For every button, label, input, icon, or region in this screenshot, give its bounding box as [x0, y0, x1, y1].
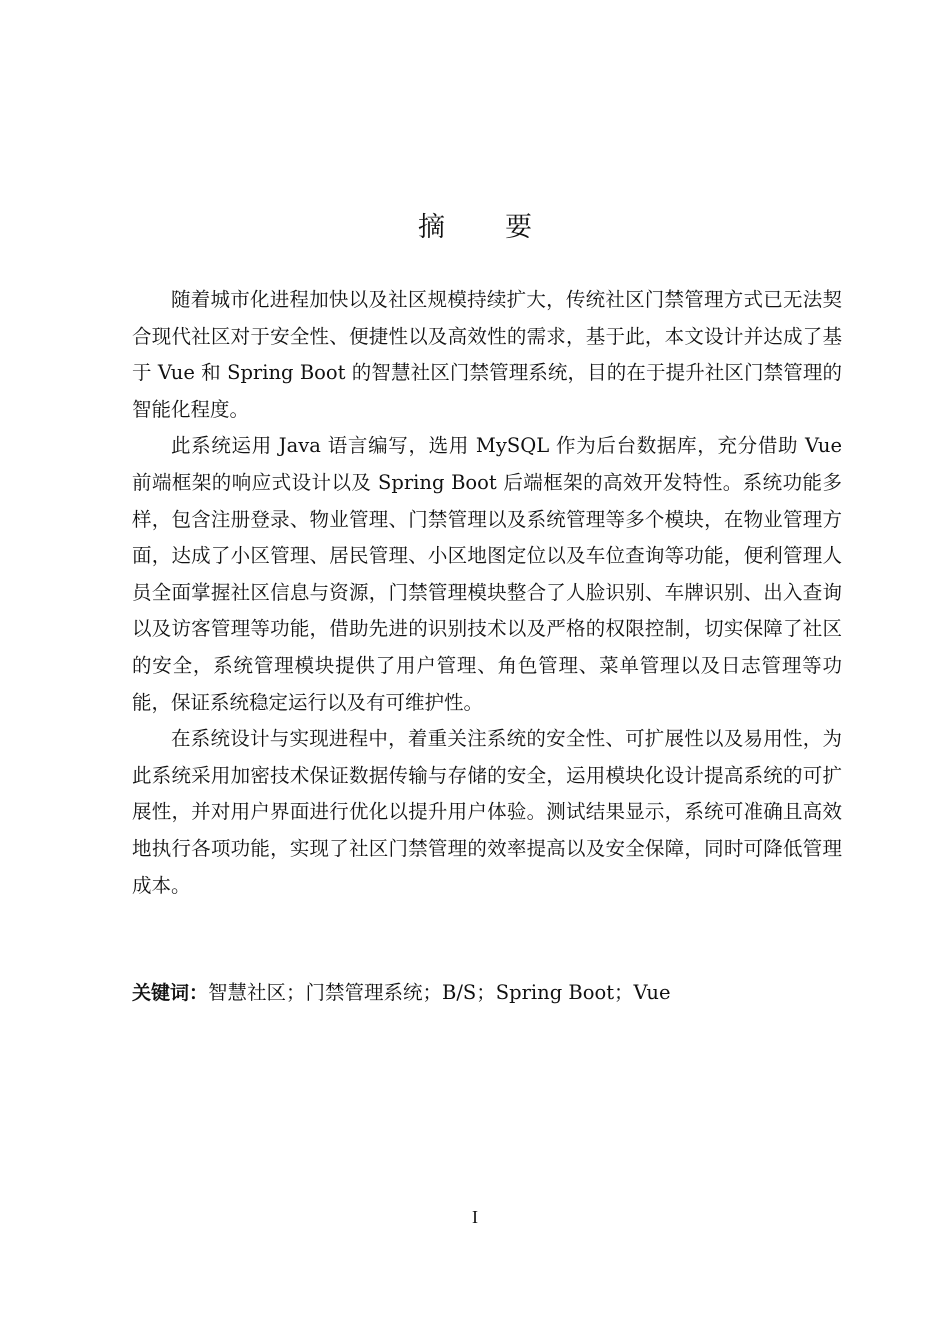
keywords-label: 关键词：: [132, 982, 209, 1004]
keywords-text: 智慧社区；门禁管理系统；B/S；Spring Boot；Vue: [208, 981, 671, 1004]
page-number: I: [472, 1207, 478, 1227]
keywords-line: [132, 978, 842, 1008]
abstract-paragraph-1: 随着城市化进程加快以及社区规模持续扩大，传统社区门禁管理方式已无法契合现代社区对于安全性、便捷性以及高效性的需求，基于此，本文设计并达成了基于 Vue 和 Spring Boot 的智慧社区门禁管理系统，目的在于提升社区门禁管理的智能化程度。: [132, 288, 842, 421]
abstract-title-char-1: 摘: [418, 212, 445, 243]
abstract-body: [132, 282, 842, 904]
abstract-paragraph-2: 此系统运用 Java 语言编写，选用 MySQL 作为后台数据库，充分借助 Vue 前端框架的响应式设计以及 Spring Boot 后端框架的高效开发特性。系统功能多样，包含注册登录、物业管理、门禁管理以及系统管理等多个模块，在物业管理方面，达成了小区管理、居民管理、小区地图定位以及车位查询等功能，便利管理人员全面掌握社区信息与资源，门禁管理模块整合了人脸识别、车牌识别、出入查询以及访客管理等功能，借助先进的识别技术以及严格的权限控制，切实保障了社区的安全，系统管理模块提供了用户管理、角色管理、菜单管理以及日志管理等功能，保证系统稳定运行以及有可维护性。: [132, 434, 842, 714]
abstract-title-char-2: 要: [505, 212, 532, 243]
abstract-title: [0, 205, 950, 244]
abstract-paragraph-3: 在系统设计与实现进程中，着重关注系统的安全性、可扩展性以及易用性，为此系统采用加密技术保证数据传输与存储的安全，运用模块化设计提高系统的可扩展性，并对用户界面进行优化以提升用户体验。测试结果显示，系统可准确且高效地执行各项功能，实现了社区门禁管理的效率提高以及安全保障，同时可降低管理成本。: [132, 727, 842, 897]
